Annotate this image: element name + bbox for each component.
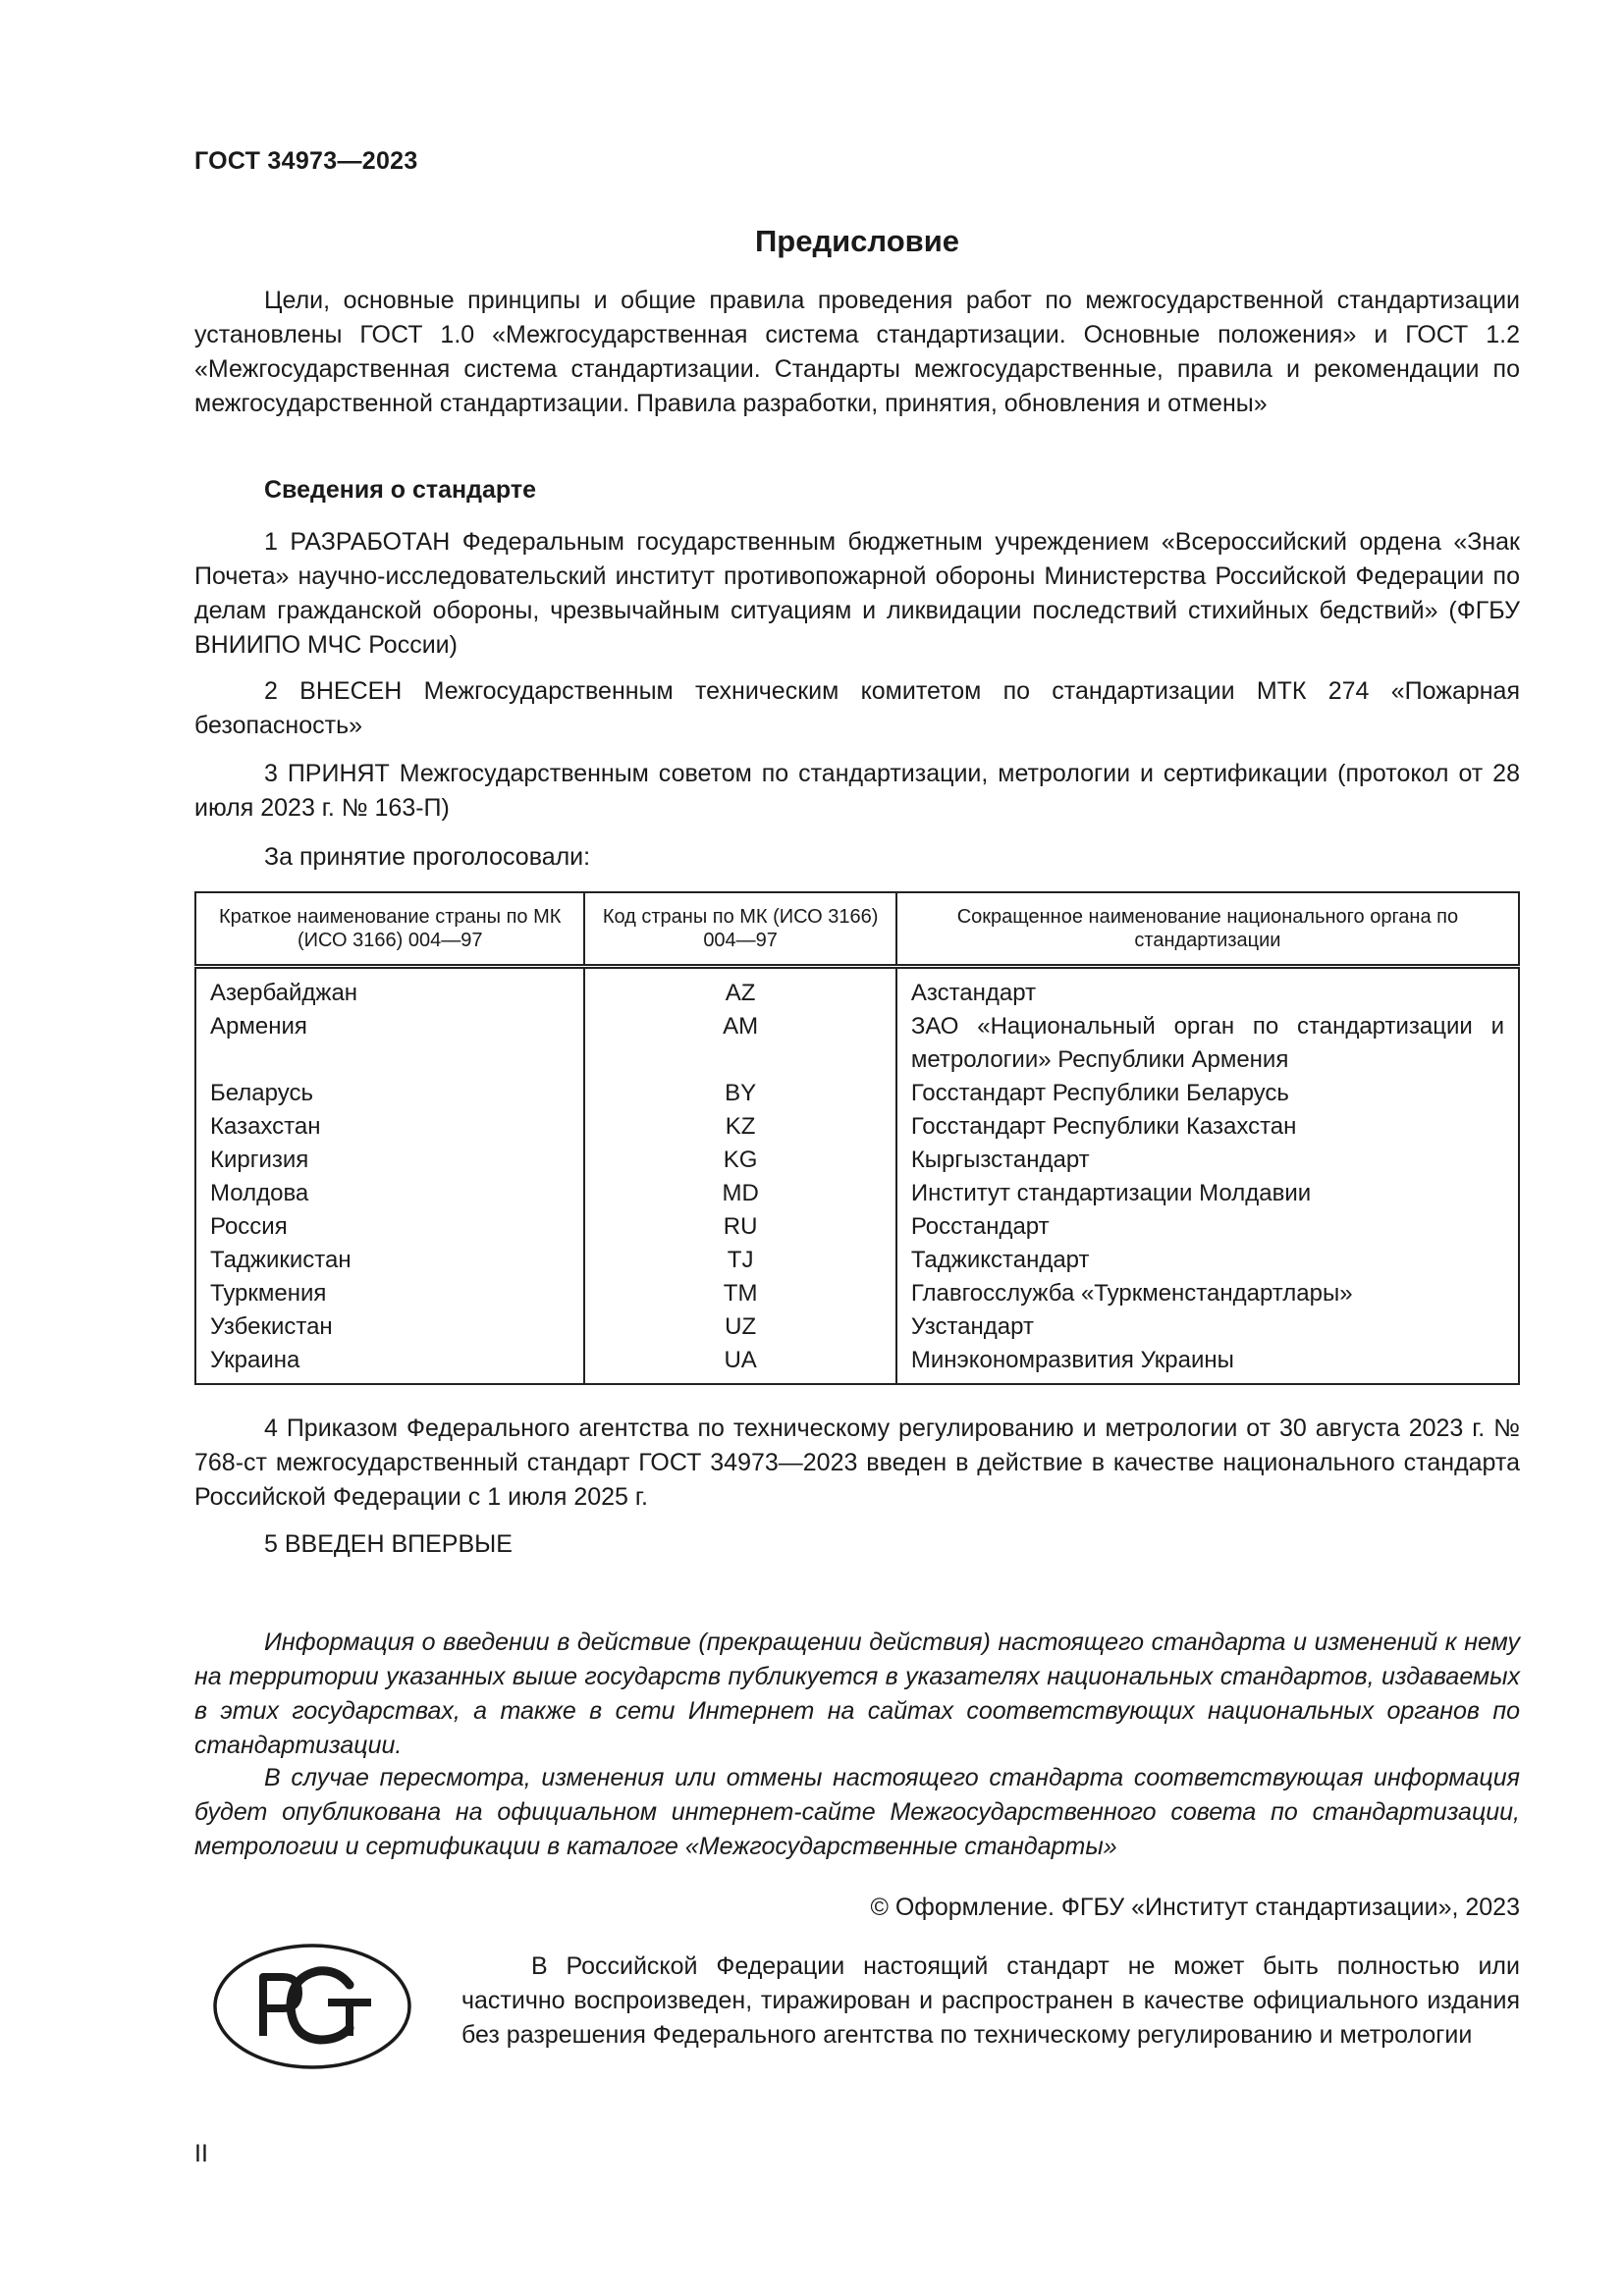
copyright-line: © Оформление. ФГБУ «Институт стандартизации», 2023 (870, 1894, 1520, 1921)
country-cell: Россия (195, 1210, 584, 1244)
item-adopted: 3 ПРИНЯТ Межгосударственным советом по стандартизации, метрологии и сертификации (протокол от 28 июля 2023 г. № 163-П) (194, 760, 1520, 822)
body-cell: Таджикстандарт (896, 1244, 1519, 1277)
page-number: II (194, 2140, 208, 2167)
table-row (195, 1077, 1519, 1110)
voting-states-table (194, 891, 1520, 1385)
body-cell: Госстандарт Республики Казахстан (896, 1110, 1519, 1144)
code-cell: KZ (584, 1110, 895, 1144)
body-cell: Кыргызстандарт (896, 1144, 1519, 1177)
table-row (195, 1344, 1519, 1384)
item-submitted: 2 ВНЕСЕН Межгосударственным техническим комитетом по стандартизации МТК 274 «Пожарная безопасность» (194, 677, 1520, 739)
code-cell: AZ (584, 967, 895, 1011)
code-cell: AM (584, 1010, 895, 1077)
table-row (195, 1110, 1519, 1144)
intro-paragraph: Цели, основные принципы и общие правила проведения работ по межгосударственной стандартизации установлены ГОСТ 1.0 «Межгосударственная система стандартизации. Основные положения» и ГОСТ 1.2 «Межгосударственная система стандартизации. Стандарты межгосударственные, правила и рекомендации по межгосударственной стандартизации. Правила разработки, принятия, обновления и отмены» (194, 287, 1520, 417)
table-row (195, 1210, 1519, 1244)
country-cell: Украина (195, 1344, 584, 1384)
column-header-country: Краткое наименование страны по МК (ИСО 3166) 004—97 (195, 892, 584, 967)
body-cell: Госстандарт Республики Беларусь (896, 1077, 1519, 1110)
body-cell: Главгосслужба «Туркменстандартлары» (896, 1277, 1519, 1310)
country-cell: Узбекистан (195, 1310, 584, 1344)
body-cell: Минэкономразвития Украины (896, 1344, 1519, 1384)
notice-paragraph-revision: В случае пересмотра, изменения или отмены настоящего стандарта соответствующая информация будет опубликована на официальном интернет-сайте Межгосударственного совета по стандартизации, метрологии и сертификации в каталоге «Межгосударственные стандарты» (194, 1764, 1520, 1860)
code-cell: UA (584, 1344, 895, 1384)
body-cell: Росстандарт (896, 1210, 1519, 1244)
voted-label: За принятие проголосовали: (264, 843, 591, 871)
code-cell: MD (584, 1177, 895, 1210)
body-cell: Институт стандартизации Молдавии (896, 1177, 1519, 1210)
code-cell: TM (584, 1277, 895, 1310)
table-row (195, 1277, 1519, 1310)
country-cell: Молдова (195, 1177, 584, 1210)
code-cell: RU (584, 1210, 895, 1244)
standard-code: ГОСТ 34973—2023 (194, 147, 418, 175)
table-row (195, 967, 1519, 1011)
country-cell: Азербайджан (195, 967, 584, 1011)
country-cell: Армения (195, 1010, 584, 1077)
standard-info-heading: Сведения о стандарте (264, 476, 537, 504)
pct-certification-mark-icon (212, 1942, 412, 2071)
page-title: Предисловие (754, 224, 959, 258)
column-header-code: Код страны по МК (ИСО 3166) 004—97 (584, 892, 895, 967)
column-header-body: Сокращенное наименование национального органа по стандартизации (896, 892, 1519, 967)
item-order: 4 Приказом Федерального агентства по техническому регулированию и метрологии от 30 августа 2023 г. № 768-ст межгосударственный стандарт ГОСТ 34973—2023 введен в действие в качестве национального стандарта Российской Федерации с 1 июля 2025 г. (194, 1415, 1520, 1511)
body-cell: Узстандарт (896, 1310, 1519, 1344)
code-cell: TJ (584, 1244, 895, 1277)
item-first-introduced: 5 ВВЕДЕН ВПЕРВЫЕ (264, 1530, 513, 1558)
rights-notice: В Российской Федерации настоящий стандарт не может быть полностью или частично воспроизведен, тиражирован и распространен в качестве официального издания без разрешения Федерального агентства по техническому регулированию и метрологии (461, 1952, 1520, 2049)
body-cell: ЗАО «Национальный орган по стандартизации и метрологии» Республики Армения (896, 1010, 1519, 1077)
table-header-row (195, 892, 1519, 967)
table-row (195, 1310, 1519, 1344)
code-cell: BY (584, 1077, 895, 1110)
country-cell: Туркмения (195, 1277, 584, 1310)
table-row (195, 1144, 1519, 1177)
code-cell: UZ (584, 1310, 895, 1344)
table-row (195, 1177, 1519, 1210)
code-cell: KG (584, 1144, 895, 1177)
table-row (195, 1010, 1519, 1077)
country-cell: Таджикистан (195, 1244, 584, 1277)
table-row (195, 1244, 1519, 1277)
item-developed: 1 РАЗРАБОТАН Федеральным государственным бюджетным учреждением «Всероссийский ордена «Знак Почета» научно-исследовательский институт противопожарной обороны Министерства Российской Федерации по делам гражданской обороны, чрезвычайным ситуациям и ликвидации последствий стихийных бедствий» (ФГБУ ВНИИПО МЧС России) (194, 528, 1520, 659)
country-cell: Беларусь (195, 1077, 584, 1110)
country-cell: Казахстан (195, 1110, 584, 1144)
body-cell: Азстандарт (896, 967, 1519, 1011)
notice-paragraph-info: Информация о введении в действие (прекращении действия) настоящего стандарта и изменений к нему на территории указанных выше государств публикуется в указателях национальных стандартов, издаваемых в этих государствах, а также в сети Интернет на сайтах соответствующих национальных органов по стандартизации. (194, 1629, 1520, 1759)
country-cell: Киргизия (195, 1144, 584, 1177)
